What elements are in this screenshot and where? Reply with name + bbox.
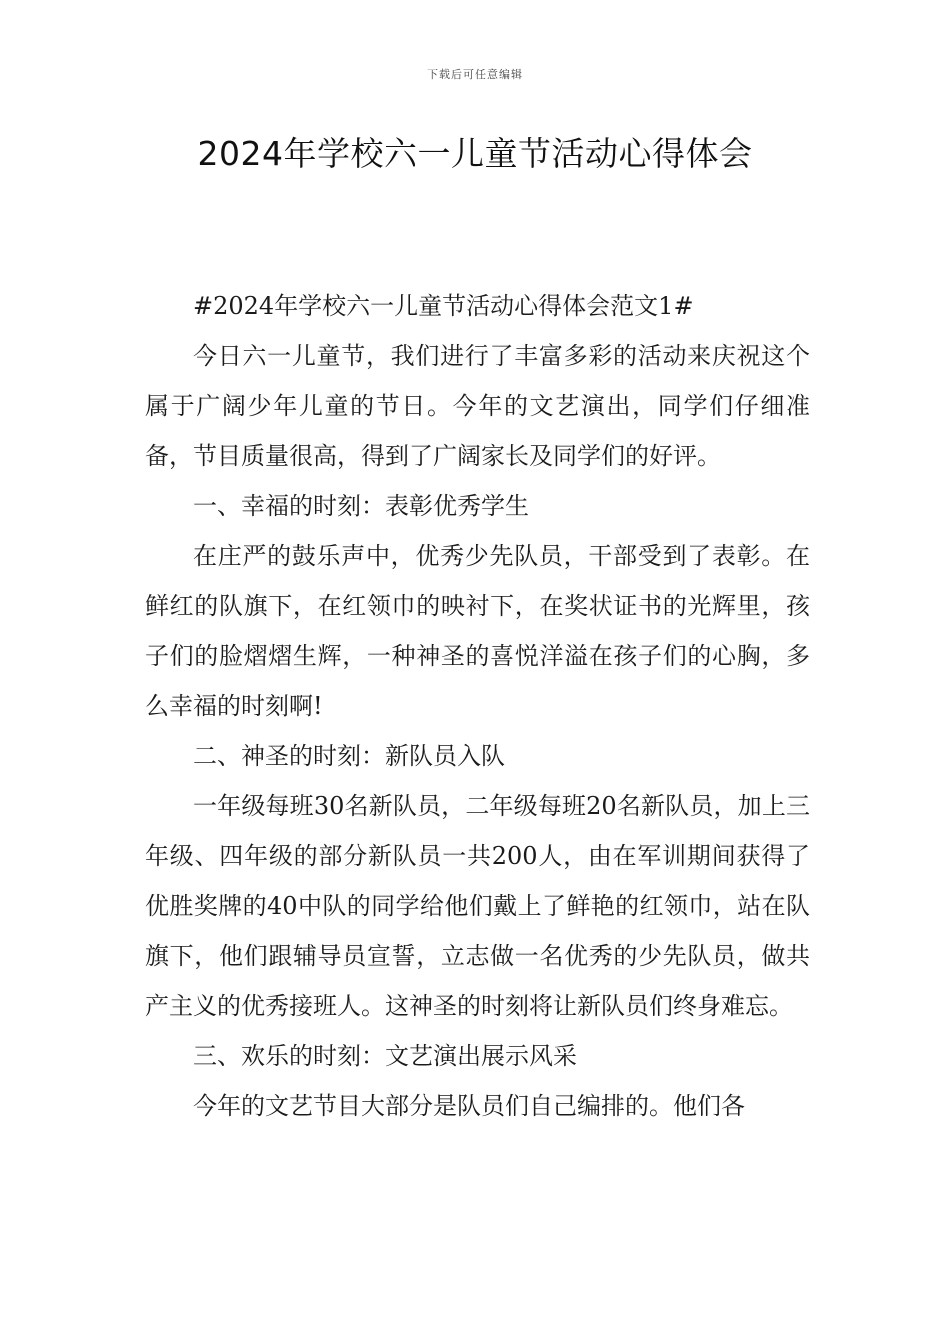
paragraph-section-3: 今年的文艺节目大部分是队员们自己编排的。他们各 — [193, 1092, 745, 1120]
paragraph-section-2: 一年级每班30名新队员，二年级每班20名新队员，加上三年级、四年级的部分新队员一共200人，由在军训期间获得了优胜奖牌的40中队的同学给他们戴上了鲜艳的红领巾，站在队旗下，他们跟辅导员宣誓，立志做一名优秀的少先队员，做共产主义的优秀接班人。这神圣的时刻将让新队员们终身难忘。 — [145, 792, 810, 1020]
section-heading-3: 三、欢乐的时刻：文艺演出展示风采 — [193, 1042, 577, 1070]
section-heading-essay-1: #2024年学校六一儿童节活动心得体会范文1# — [193, 292, 694, 320]
section-heading-1: 一、幸福的时刻：表彰优秀学生 — [193, 492, 529, 520]
paragraph-intro: 今日六一儿童节，我们进行了丰富多彩的活动来庆祝这个属于广阔少年儿童的节日。今年的文艺演出，同学们仔细准备，节目质量很高，得到了广阔家长及同学们的好评。 — [145, 342, 810, 470]
paragraph-section-1: 在庄严的鼓乐声中，优秀少先队员，干部受到了表彰。在鲜红的队旗下，在红领巾的映衬下，在奖状证书的光辉里，孩子们的脸熠熠生辉，一种神圣的喜悦洋溢在孩子们的心胸，多么幸福的时刻啊! — [145, 542, 810, 720]
document-body — [145, 281, 810, 1131]
section-heading-2: 二、神圣的时刻：新队员入队 — [193, 742, 505, 770]
header-note: 下载后可任意编辑 — [427, 68, 523, 81]
document-title: 2024年学校六一儿童节活动心得体会 — [197, 134, 753, 173]
